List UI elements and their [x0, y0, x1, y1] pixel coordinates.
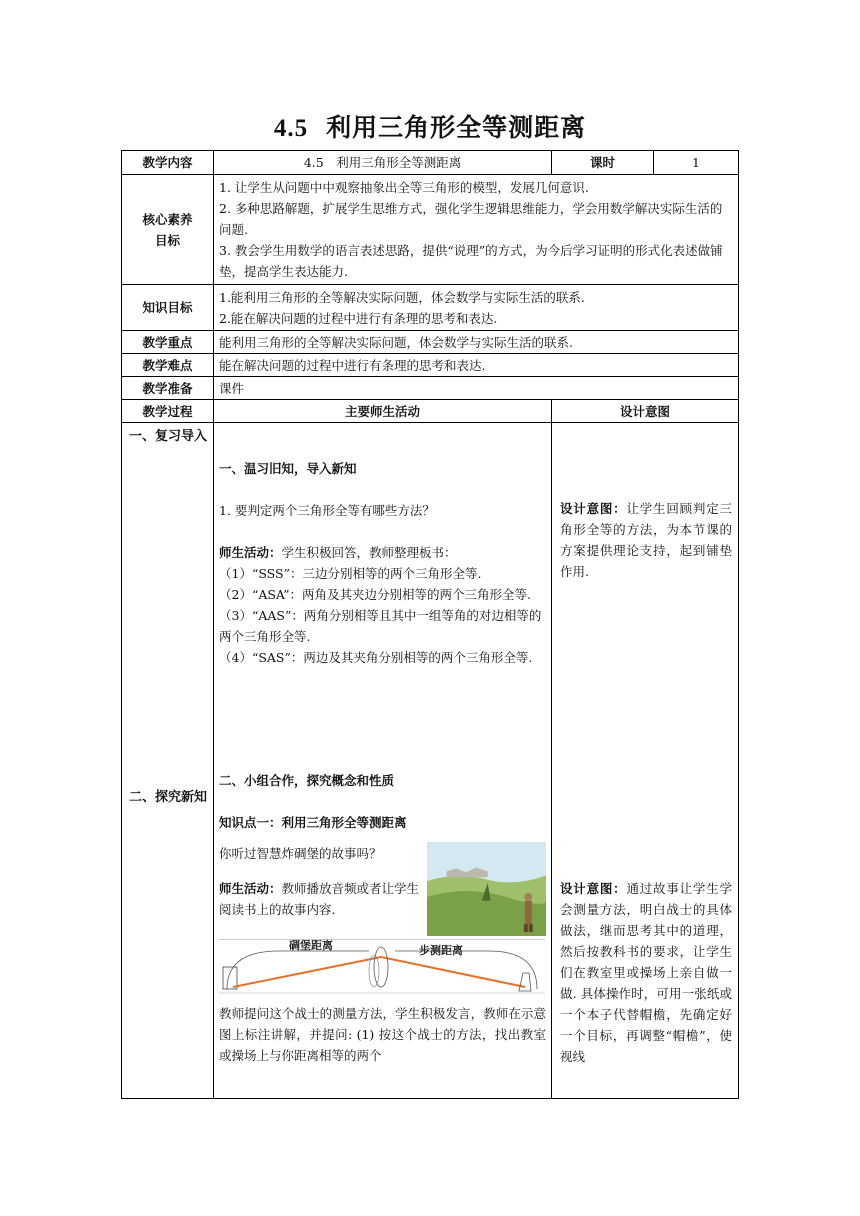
stage2-intent-label: 设计意图：	[560, 881, 627, 896]
core-items	[214, 175, 739, 285]
story-illustration	[427, 841, 546, 937]
key-label: 教学重点	[122, 331, 214, 354]
difficulty-label: 教学难点	[122, 354, 214, 377]
stage1-activity-text: 学生积极回答，教师整理板书：	[281, 544, 457, 560]
knowledge-label: 知识目标	[122, 285, 214, 331]
core-label-line1: 核心素养	[142, 211, 193, 227]
header-activity: 主要师生活动	[214, 400, 552, 423]
row-process-body	[122, 423, 739, 1099]
stage2-heading: 二、小组合作，探究概念和性质	[219, 772, 395, 788]
stage1-intent-label: 设计意图：	[560, 501, 627, 516]
stage1-activity-label: 师生活动：	[219, 544, 282, 560]
method-item: （2）“ASA”：两角及其夹边分别相等的两个三角形全等.	[219, 586, 531, 602]
knowledge-item: 2.能在解决问题的过程中进行有条理的思考和表达.	[219, 310, 498, 326]
stage1-activity	[219, 542, 546, 563]
row-core	[122, 175, 739, 285]
difficulty-value: 能在解决问题的过程中进行有条理的思考和表达.	[214, 354, 739, 377]
story-question: 你听过智慧炸碉堡的故事吗？	[219, 845, 382, 861]
core-item: 3. 教会学生用数学的语言表述思路，提供“说理”的方式，为今后学习证明的形式化表述做铺垫，提高学生表达能力.	[219, 243, 723, 279]
core-label	[122, 175, 214, 285]
row-key	[122, 331, 739, 354]
stage2-intent	[560, 878, 732, 1067]
row-content	[122, 151, 739, 175]
activity-column	[214, 423, 552, 1099]
stage1-intent	[560, 498, 732, 582]
stage1-question: 1. 要判定两个三角形全等有哪些方法？	[219, 502, 435, 518]
stage2-point: 知识点一：利用三角形全等测距离	[219, 814, 407, 830]
story-row	[219, 841, 546, 937]
core-label-line2: 目标	[154, 232, 180, 248]
distance-diagram	[219, 939, 545, 997]
stage2-activity-text: 教师播放音频或者让学生阅读书上的故事内容.	[219, 880, 420, 917]
stage2-activity-label: 师生活动：	[219, 880, 282, 896]
row-process-header	[122, 400, 739, 423]
diagram-left-label: 碉堡距离	[289, 938, 333, 952]
prep-value: 课件	[214, 377, 739, 400]
process-stages	[122, 423, 214, 1099]
content-value: 4.5 利用三角形全等测距离	[214, 151, 552, 175]
header-process: 教学过程	[122, 400, 214, 423]
method-item: （4）“SAS”：两边及其夹角分别相等的两个三角形全等.	[219, 649, 533, 665]
stage2-activity	[219, 878, 425, 920]
method-item: （1）“SSS”：三边分别相等的两个三角形全等.	[219, 565, 482, 581]
content-label: 教学内容	[122, 151, 214, 175]
method-item: （3）“AAS”：两角分别相等且其中一组等角的对边相等的两个三角形全等.	[219, 607, 542, 644]
prep-label: 教学准备	[122, 377, 214, 400]
lesson-plan-table	[121, 150, 739, 1099]
key-value: 能利用三角形的全等解决实际问题，体会数学与实际生活的联系.	[214, 331, 739, 354]
stage2-followup: 教师提问这个战士的测量方法，学生积极发言，教师在示意图上标注讲解，并提问: (1) 按这个战士的方法，找出教室或操场上与你距离相等的两个	[219, 1005, 547, 1063]
row-prep	[122, 377, 739, 400]
title-text: 利用三角形全等测距离	[326, 113, 587, 142]
core-item: 1. 让学生从问题中中观察抽象出全等三角形的模型，发展几何意识.	[219, 180, 589, 195]
stage2-label: 二、探究新知	[128, 790, 207, 805]
stage2-intent-text: 通过故事让学生学会测量方法，明白战士的具体做法，继而思考其中的道理，然后按教科书的要求，让学生们在教室里或操场上亲自做一做. 具体操作时，可用一张纸或一个本子代替帽檐，先确定好一个目标，再调整“帽檐”，使视线	[560, 881, 733, 1064]
header-intent: 设计意图	[552, 400, 739, 423]
diagram-right-label: 步测距离	[419, 943, 463, 957]
knowledge-items	[214, 285, 739, 331]
knowledge-item: 1.能利用三角形的全等解决实际问题，体会数学与实际生活的联系.	[219, 289, 585, 305]
hours-value: 1	[654, 151, 739, 175]
stage1-label: 一、复习导入	[128, 429, 207, 444]
intent-column	[552, 423, 739, 1099]
core-item: 2. 多种思路解题，扩展学生思维方式，强化学生逻辑思维能力，学会用数学解决实际生活的问题.	[219, 201, 723, 237]
hours-label: 课时	[552, 151, 654, 175]
stage1-heading: 一、温习旧知，导入新知	[219, 460, 357, 476]
page-title	[0, 108, 860, 144]
story-text	[219, 841, 425, 937]
row-difficulty	[122, 354, 739, 377]
stage1-intent-text: 让学生回顾判定三角形全等的方法，为本节课的方案提供理论支持，起到铺垫作用.	[560, 501, 733, 579]
row-knowledge	[122, 285, 739, 331]
title-number: 4.5	[273, 115, 309, 142]
